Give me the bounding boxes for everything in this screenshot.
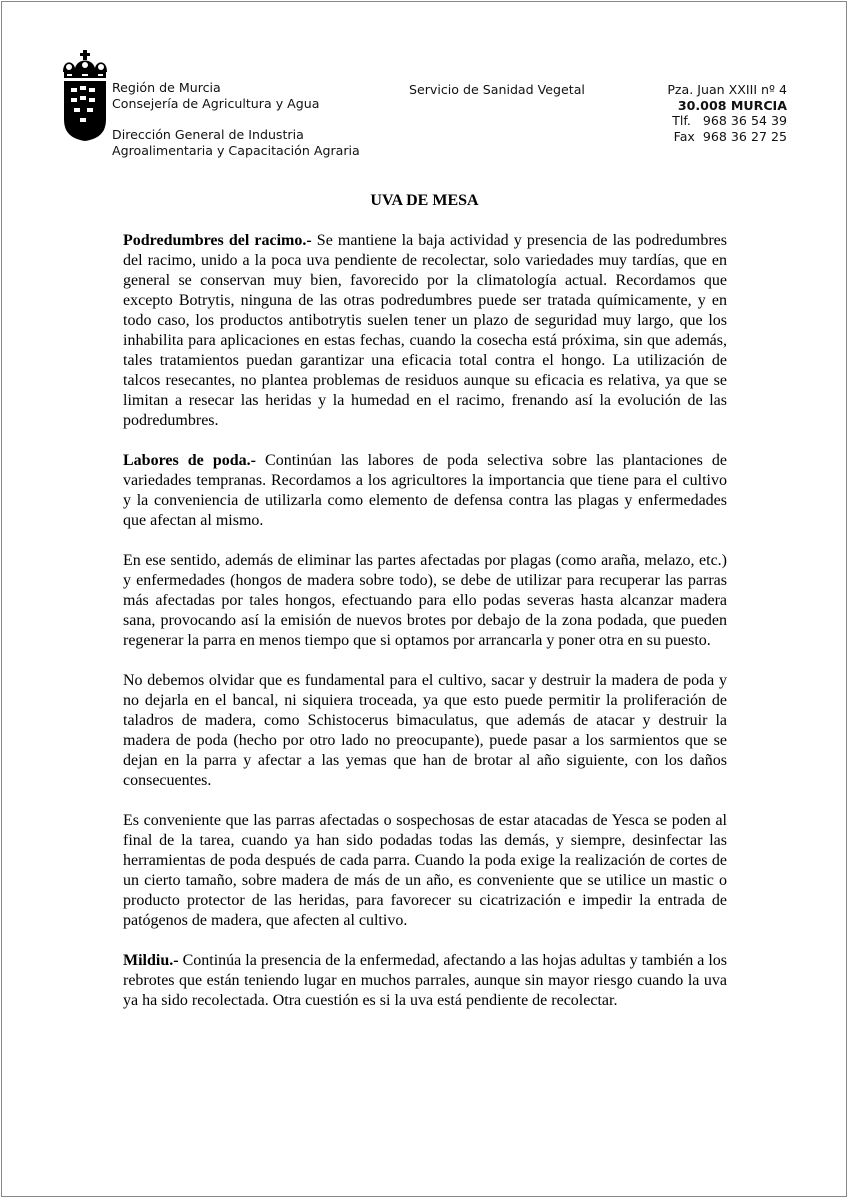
document-body: [123, 231, 727, 1031]
contact-block: [667, 82, 787, 144]
paragraph-podredumbres: [123, 231, 727, 431]
organization-name: [112, 80, 319, 111]
service-name: Servicio de Sanidad Vegetal: [409, 82, 585, 97]
section-heading: Mildiu.-: [123, 952, 179, 969]
paragraph-text: Continúan las labores de poda selectiva sobre las plantaciones de variedades tempranas. Recordamos a los agricultores la importancia que tiene para el cultivo y la conveniencia de utilizarla como elemento de defensa contra las plagas y enfermedades que afectan al mismo.: [123, 452, 727, 529]
phone: Tlf. 968 36 54 39: [672, 113, 787, 128]
address-line-2: 30.008 MURCIA: [677, 97, 787, 113]
paragraph-sentido: [123, 551, 727, 651]
document-title: UVA DE MESA: [370, 192, 479, 209]
dept-line-2: Agroalimentaria y Capacitación Agraria: [112, 142, 360, 158]
org-line-1: Región de Murcia: [112, 80, 221, 95]
address-line-1: Pza. Juan XXIII nº 4: [667, 82, 787, 97]
paragraph-olvidar: [123, 671, 727, 791]
paragraph-text: No debemos olvidar que es fundamental para el cultivo, sacar y destruir la madera de poda y no dejarla en el bancal, ni siquiera troceada, ya que esto puede permitir la proliferación de taladros de madera, como Schistocerus bimaculatus, que además de atacar y destruir la madera de poda (hecho por otro lado no preocupante), puede pasar a los sarmientos que se dejan en la parra y afectar a las yemas que han de brotar al año siguiente, con los daños consecuentes.: [123, 672, 727, 789]
paragraph-labores: [123, 451, 727, 531]
paragraph-mildiu: [123, 951, 727, 1011]
paragraph-text: Continúa la presencia de la enfermedad, afectando a las hojas adultas y también a los rebrotes que están teniendo lugar en muchos parrales, aunque sin mayor riesgo cuando la uva ya ha sido recolectada. Otra cuestión es si la uva está pendiente de recolectar.: [123, 952, 727, 1009]
paragraph-text: Es conveniente que las parras afectadas o sospechosas de estar atacadas de Yesca se poden al final de la tarea, cuando ya han sido podadas todas las demás, y siempre, desinfectar las herramientas de poda después de cada parra. Cuando la poda exige la realización de cortes de un cierto tamaño, sobre madera de más de un año, es conveniente que se utilice un mastic o producto protector de las heridas, para favorecer su cicatrización e impedir la entrada de patógenos de madera, que afecten al cultivo.: [123, 812, 727, 929]
org-line-2: Consejería de Agricultura y Agua: [112, 95, 320, 111]
paragraph-conveniente: [123, 811, 727, 931]
department-name: [112, 127, 360, 158]
fax: Fax 968 36 27 25: [673, 128, 787, 144]
region-de-murcia-crest-icon: [60, 50, 110, 142]
paragraph-text: Se mantiene la baja actividad y presencia de las podredumbres del racimo, unido a la poca uva pendiente de recolectar, solo variedades muy tardías, que en general se conservan muy bien, favorecido por la climatología actual. Recordamos que excepto Botrytis, ninguna de las otras podredumbres puede ser tratada químicamente, y en todo caso, los productos antibotrytis suelen tener un plazo de seguridad muy largo, que los inhabilita para aplicaciones en estas fechas, cuando la cosecha está próxima, sin que además, tales tratamientos puedan garantizar una eficacia total contra el hongo. La utilización de talcos resecantes, no plantea problemas de residuos aunque su eficacia es relativa, ya que se limitan a resecar las heridas y la humedad en el racimo, frenando así la evolución de las podredumbres.: [123, 232, 727, 429]
section-heading: Labores de poda.-: [123, 452, 256, 469]
section-heading: Podredumbres del racimo.-: [123, 232, 312, 249]
paragraph-text: En ese sentido, además de eliminar las partes afectadas por plagas (como araña, melazo, etc.) y enfermedades (hongos de madera sobre todo), se debe de utilizar para recuperar las parras más afectadas por tales hongos, efectuando para ello podas severas hasta alcanzar madera sana, provocando así la emisión de nuevos brotes por debajo de la zona podada, que pueden regenerar la parra en menos tiempo que si optamos por arrancarla y poner otra en su puesto.: [123, 552, 727, 649]
dept-line-1: Dirección General de Industria: [112, 127, 304, 142]
